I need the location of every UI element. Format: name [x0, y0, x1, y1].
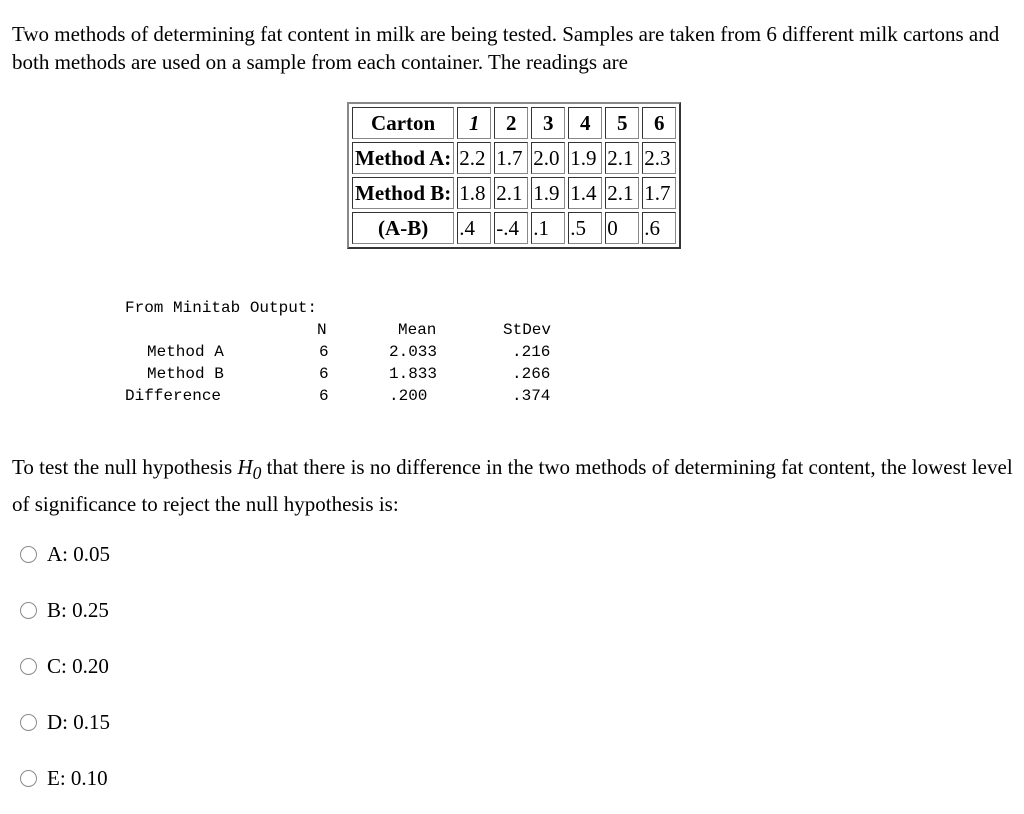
table-cell: 2.3 [642, 142, 676, 174]
row-label: (A-B) [352, 212, 454, 244]
question-text [12, 452, 1017, 520]
table-cell: 2.0 [531, 142, 565, 174]
radio-button[interactable] [20, 658, 37, 675]
radio-button[interactable] [20, 714, 37, 731]
answer-option-b[interactable] [20, 597, 109, 623]
table-cell: 2.1 [605, 177, 639, 209]
hypothesis-symbol [237, 455, 262, 484]
table-cell: -.4 [494, 212, 528, 244]
table-cell: .5 [568, 212, 602, 244]
row-label: Method B: [352, 177, 454, 209]
carton-number: 4 [568, 107, 602, 139]
answer-option-c[interactable] [20, 653, 109, 679]
table-cell: 2.1 [494, 177, 528, 209]
table-cell: .4 [457, 212, 491, 244]
table-cell: 1.8 [457, 177, 491, 209]
option-label: A: 0.05 [47, 541, 110, 566]
radio-button[interactable] [20, 602, 37, 619]
minitab-mean: 1.833 [389, 365, 438, 383]
option-label: D: 0.15 [47, 709, 110, 734]
row-label: Method A: [352, 142, 454, 174]
table-cell: 1.7 [642, 177, 676, 209]
carton-number: 5 [605, 107, 639, 139]
table-cell: 1.4 [568, 177, 602, 209]
problem-intro: Two methods of determining fat content in milk are being tested. Samples are taken from 6 different milk cartons and both methods are used on a sample from each container. The readings are [12, 22, 1000, 74]
minitab-stdev: .216 [512, 343, 551, 361]
minitab-stdev: .266 [512, 365, 551, 383]
minitab-n: 6 [319, 343, 329, 361]
carton-number: 3 [531, 107, 565, 139]
table-cell: .1 [531, 212, 565, 244]
table-cell: 1.7 [494, 142, 528, 174]
table-header-row [352, 107, 676, 139]
table-cell: 2.2 [457, 142, 491, 174]
minitab-stdev: .374 [512, 387, 551, 405]
radio-button[interactable] [20, 770, 37, 787]
carton-number: 1 [457, 107, 491, 139]
minitab-n: 6 [319, 365, 329, 383]
minitab-row-label: Method B [147, 365, 224, 383]
answer-option-a[interactable] [20, 541, 110, 567]
carton-header: Carton [352, 107, 454, 139]
answer-option-e[interactable] [20, 765, 108, 791]
option-label: B: 0.25 [47, 597, 109, 622]
table-cell: 2.1 [605, 142, 639, 174]
minitab-mean: 2.033 [389, 343, 438, 361]
hypothesis-subscript: 0 [252, 463, 262, 484]
table-row [352, 212, 676, 244]
minitab-title: From Minitab Output: [125, 299, 318, 317]
question-before: To test the null hypothesis [12, 455, 238, 479]
answer-option-d[interactable] [20, 709, 110, 735]
table-cell: 0 [605, 212, 639, 244]
minitab-mean: .200 [389, 387, 428, 405]
option-label: E: 0.10 [47, 765, 108, 790]
question-after: that there is no difference in the two methods of determining fat content, the lowest level of significance to reject the null hypothesis is: [12, 455, 1013, 517]
minitab-row-label: Method A [147, 343, 224, 361]
option-label: C: 0.20 [47, 653, 109, 678]
table-row [352, 142, 676, 174]
radio-button[interactable] [20, 546, 37, 563]
table-cell: .6 [642, 212, 676, 244]
minitab-n: 6 [319, 387, 329, 405]
carton-number: 2 [494, 107, 528, 139]
table-cell: 1.9 [531, 177, 565, 209]
table-row [352, 177, 676, 209]
col-header-n: N [317, 321, 327, 339]
table-cell: 1.9 [568, 142, 602, 174]
minitab-row-label: Difference [125, 387, 222, 405]
carton-number: 6 [642, 107, 676, 139]
col-header-mean: Mean [398, 321, 437, 339]
hypothesis-letter: H [237, 455, 253, 479]
readings-table [347, 102, 681, 249]
col-header-stdev: StDev [503, 321, 552, 339]
